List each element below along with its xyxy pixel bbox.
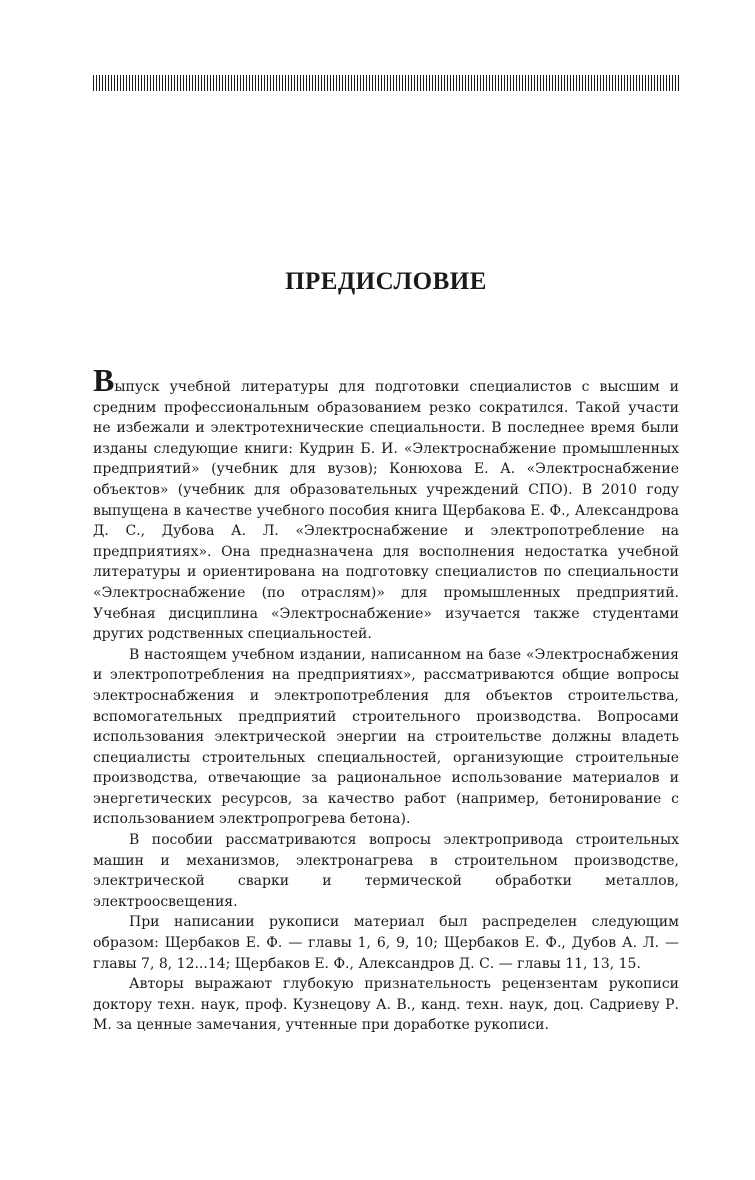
paragraph-5: Авторы выражают глубокую признательность рецензентам рукописи доктору техн. наук, проф. Кузнецову А. В., канд. техн. наук, доц. Садриеву Р. М. за ценные замечания, учтенные при доработке рукописи. bbox=[93, 976, 679, 1034]
paragraph-1 bbox=[93, 362, 679, 645]
paragraph-4: При написании рукописи материал был распределен следующим образом: Щербаков Е. Ф. — главы 1, 6, 9, 10; Щербаков Е. Ф., Дубов А. Л. — главы 7, 8, 12...14; Щербаков Е. Ф., Александров Д. С. — главы 11, 13, 15. bbox=[93, 914, 679, 972]
preface-body bbox=[93, 362, 679, 1036]
paragraph-3: В пособии рассматриваются вопросы электропривода строительных машин и механизмов, электронагрева в строительном производстве, электрической сварки и термической обработки металлов, электроосвещения. bbox=[93, 832, 679, 910]
header-decorative-rule bbox=[93, 75, 679, 91]
drop-cap: В bbox=[93, 362, 115, 398]
page-title: ПРЕДИСЛОВИЕ bbox=[285, 268, 487, 295]
paragraph-2: В настоящем учебном издании, написанном на базе «Электроснабжения и электропотребления на предприятиях», рассматриваются общие вопросы электроснабжения и электропотребления для объектов строительства, вспомогательных предприятий строительного производства. Вопросами использования электрической энергии на строительстве должны владеть специалисты строительных специальностей, организующие строительные производства, отвечающие за рациональное использование материалов и энергетических ресурсов, за качество работ (например, бетонирование с использованием электропрогрева бетона). bbox=[93, 646, 679, 828]
paragraph-1-text: ыпуск учебной литературы для подготовки специалистов с высшим и средним профессиональным образованием резко сократился. Такой участи не избежали и электротехнические специальности. В последнее время были изданы следующие книги: Кудрин Б. И. «Электроснабжение промышленных предприятий» (учебник для вузов); Конюхова Е. А. «Электроснабжение объектов» (учебник для образовательных учреждений СПО). В 2010 году выпущена в качестве учебного пособия книга Щербакова Е. Ф., Александрова Д. С., Дубова А. Л. «Электроснабжение и электропотребление на предприятиях». Она предназначена для восполнения недостатка учебной литературы и ориентирована на подготовку специалистов по специальности «Электроснабжение (по отраслям)» для промышленных предприятий. Учебная дисциплина «Электроснабжение» изучается также студентами других родственных специальностей. bbox=[93, 379, 679, 643]
